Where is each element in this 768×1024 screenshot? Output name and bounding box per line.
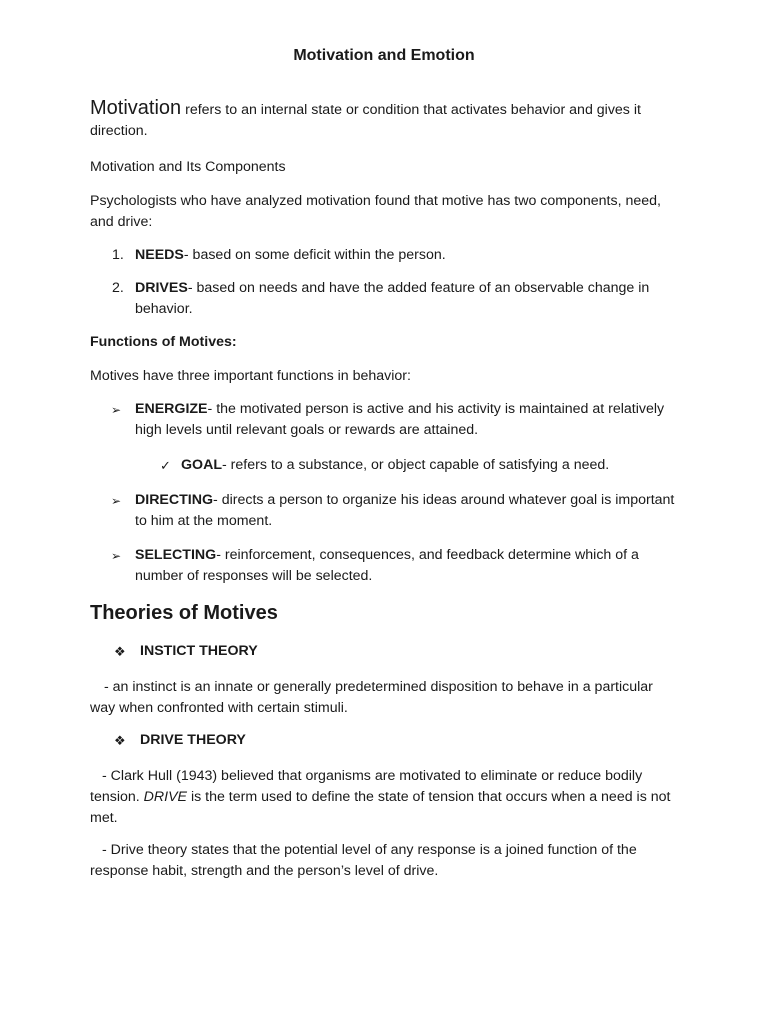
drive-theory-paragraph-1 [90,766,680,829]
components-heading: Motivation and Its Components [90,159,286,175]
list-number: 2. [112,280,124,296]
drive-theory-paragraph-2: - Drive theory states that the potential level of any response is a joined function of the response habit, strength and the person’s level of drive. [90,842,637,879]
four-diamond-icon: ❖ [114,644,126,659]
instinct-theory-paragraph: - an instinct is an innate or generally predetermined disposition to behave in a particular way when confronted with certain stimuli. [90,679,653,716]
function-item-directing [135,490,680,532]
needs-text: - based on some deficit within the person. [183,247,446,263]
functions-intro: Motives have three important functions in behavior: [90,368,411,384]
drive-term-italic: DRIVE [143,789,187,805]
selecting-text: - reinforcement, consequences, and feedback determine which of a number of responses will be selected. [135,547,639,584]
arrowhead-bullet-icon: ➢ [111,403,122,417]
goal-text: - refers to a substance, or object capable of satisfying a need. [221,457,610,473]
sub-item-goal [181,455,681,476]
motivation-definition-text: refers to an internal state or condition that activates behavior and gives it direction. [90,102,641,139]
theories-heading: Theories of Motives [90,602,278,624]
needs-term: NEEDS [135,247,184,263]
list-item-needs [135,245,680,266]
motivation-term: Motivation [90,97,182,119]
drive-theory-p1-start: - Clark Hull (1943) believed that organisms are motivated to eliminate or reduce bodily tension. [90,768,643,805]
arrowhead-bullet-icon: ➢ [111,494,122,508]
goal-term: GOAL [181,457,222,473]
instinct-theory-heading: INSTICT THEORY [140,643,258,659]
drives-text: - based on needs and have the added feature of an observable change in behavior. [135,280,650,317]
components-paragraph: Psychologists who have analyzed motivation found that motive has two components, need, and drive: [90,193,661,230]
drives-term: DRIVES [135,280,188,296]
document-title: Motivation and Emotion [293,47,475,64]
directing-text: - directs a person to organize his ideas around whatever goal is important to him at the moment. [135,492,675,529]
functions-heading: Functions of Motives: [90,334,237,350]
list-item-drives [135,278,680,320]
list-number: 1. [112,247,124,263]
selecting-term: SELECTING [135,547,217,563]
drive-theory-p1-end: is the term used to define the state of tension that occurs when a need is not met. [90,789,671,826]
energize-text: - the motivated person is active and his activity is maintained at relatively high levels until relevant goals or rewards are attained. [135,401,665,438]
function-item-energize [135,399,680,441]
checkmark-icon: ✓ [160,458,171,473]
motivation-definition [90,98,680,142]
function-item-selecting [135,545,680,587]
arrowhead-bullet-icon: ➢ [111,549,122,563]
drive-theory-heading: DRIVE THEORY [140,732,246,748]
energize-term: ENERGIZE [135,401,208,417]
directing-term: DIRECTING [135,492,214,508]
four-diamond-icon: ❖ [114,733,126,748]
